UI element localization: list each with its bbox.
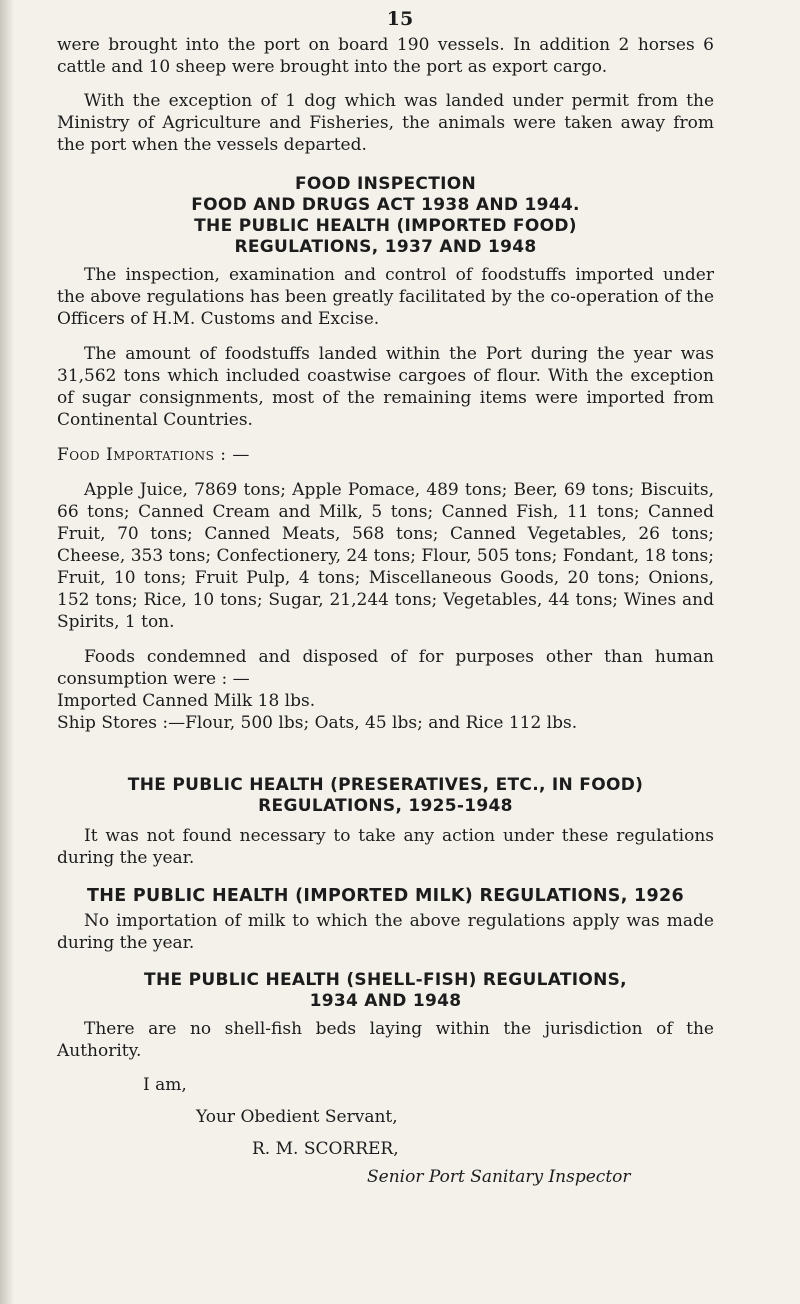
shell-fish-body xyxy=(57,1018,714,1062)
signature-title: Senior Port Sanitary Inspector xyxy=(367,1167,631,1187)
signature-servant: Your Obedient Servant, xyxy=(196,1107,398,1127)
heading-line: FOOD INSPECTION xyxy=(295,174,476,194)
page-number: 15 xyxy=(386,8,414,30)
heading-line: FOOD AND DRUGS ACT 1938 AND 1944. xyxy=(191,195,580,215)
heading-line: THE PUBLIC HEALTH (IMPORTED MILK) REGULATIONS, 1926 xyxy=(87,886,684,906)
signature-closing: I am, xyxy=(143,1075,187,1095)
foodstuffs-amount-paragraph: The amount of foodstuffs landed within the Port during the year was 31,562 tons which included coastwise cargoes of flour. With the exception of sugar consignments, most of the remaining items were imported from Continental Countries. xyxy=(57,344,714,430)
heading-line: THE PUBLIC HEALTH (SHELL-FISH) REGULATIONS, xyxy=(144,970,627,990)
page-edge-shadow xyxy=(0,0,14,1304)
condemned-foods-intro: Foods condemned and disposed of for purposes other than human consumption were : — xyxy=(57,647,714,689)
imported-milk-heading xyxy=(57,886,714,907)
preservatives-paragraph: It was not found necessary to take any action under these regulations during the year. xyxy=(57,826,714,868)
food-inspection-heading xyxy=(57,174,714,258)
food-importations-list: Apple Juice, 7869 tons; Apple Pomace, 489 tons; Beer, 69 tons; Biscuits, 66 tons; Canned Cream and Milk, 5 tons; Canned Fish, 11 tons; Canned Fruit, 70 tons; Canned Meats, 568 tons; Canned Vegetables, 26 tons; Cheese, 353 tons; Confectionery, 24 tons; Flour, 505 tons; Fondant, 18 tons; Fruit, 10 tons; Fruit Pulp, 4 tons; Miscellaneous Goods, 20 tons; Onions, 152 tons; Rice, 10 tons; Sugar, 21,244 tons; Vegetables, 44 tons; Wines and Spirits, 1 ton. xyxy=(57,480,714,632)
signature-name: R. M. SCORRER, xyxy=(252,1139,399,1159)
condemned-item-milk: Imported Canned Milk 18 lbs. xyxy=(57,691,316,711)
shell-fish-heading xyxy=(57,970,714,1012)
imported-milk-paragraph: No importation of milk to which the above regulations apply was made during the year. xyxy=(57,911,714,953)
shell-fish-paragraph: There are no shell-fish beds laying within the jurisdiction of the Authority. xyxy=(57,1019,714,1061)
preservatives-body xyxy=(57,825,714,869)
inspection-paragraph: The inspection, examination and control of foodstuffs imported under the above regulations has been greatly facilitated by the co-operation of the Officers of H.M. Customs and Excise. xyxy=(57,265,714,329)
food-inspection-body xyxy=(57,264,714,734)
heading-line: THE PUBLIC HEALTH (IMPORTED FOOD) xyxy=(194,216,577,236)
imported-milk-body xyxy=(57,910,714,954)
heading-line: REGULATIONS, 1925-1948 xyxy=(258,796,513,816)
heading-line: THE PUBLIC HEALTH (PRESERATIVES, ETC., IN FOOD) xyxy=(127,775,644,795)
heading-line: REGULATIONS, 1937 AND 1948 xyxy=(234,237,537,257)
preservatives-heading xyxy=(57,775,714,817)
intro-paragraph-2: With the exception of 1 dog which was landed under permit from the Ministry of Agriculture and Fisheries, the animals were taken away from the port when the vessels departed. xyxy=(57,91,714,155)
intro-section xyxy=(57,34,714,156)
condemned-item-ship-stores: Ship Stores :—Flour, 500 lbs; Oats, 45 lbs; and Rice 112 lbs. xyxy=(57,713,578,733)
heading-line: 1934 AND 1948 xyxy=(309,991,462,1011)
food-importations-label: Food Importations : — xyxy=(57,445,250,465)
intro-paragraph-1: were brought into the port on board 190 vessels. In addition 2 horses 6 cattle and 10 sheep were brought into the port as export cargo. xyxy=(57,35,714,77)
